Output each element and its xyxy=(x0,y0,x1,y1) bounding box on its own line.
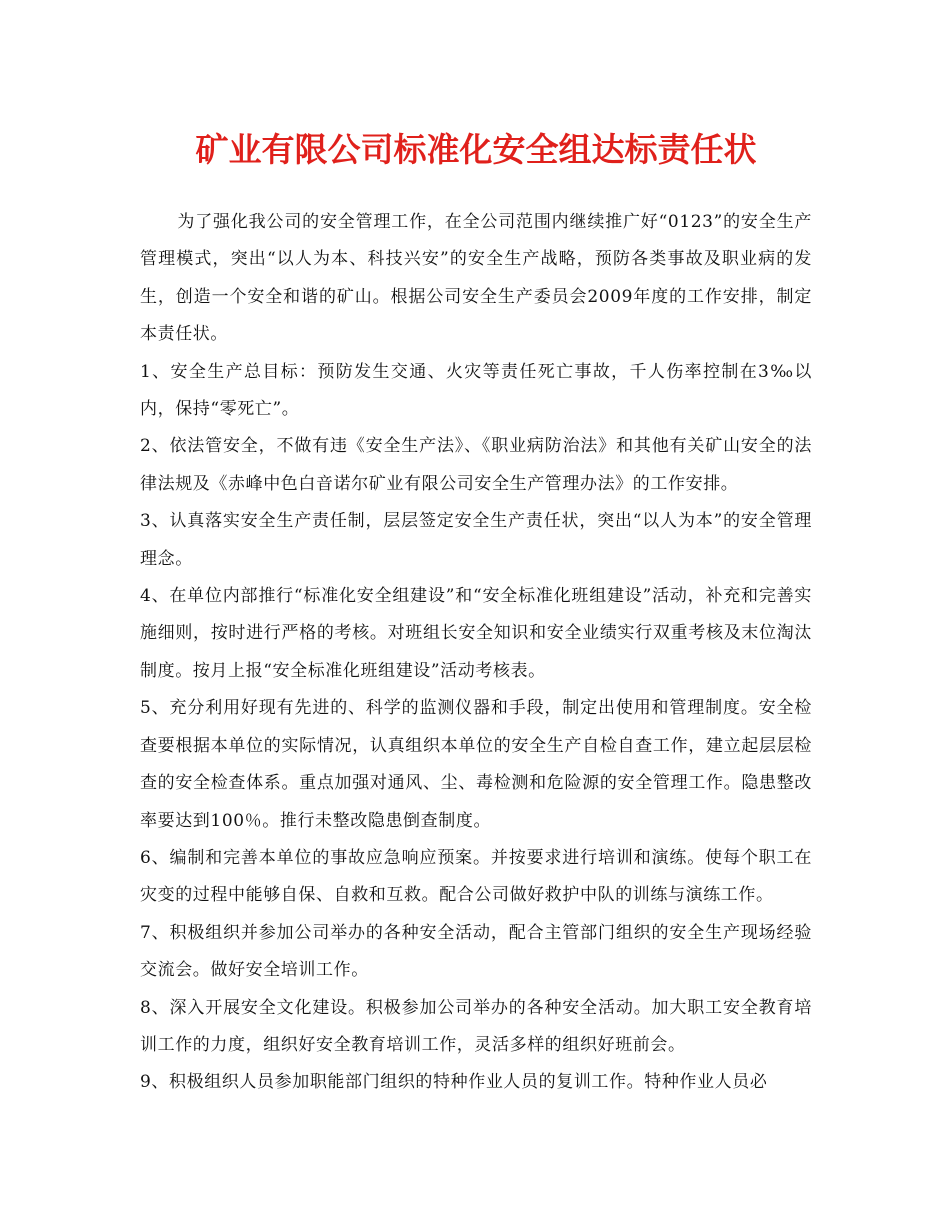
document-page xyxy=(140,118,812,1102)
document-body xyxy=(140,204,812,1102)
item-2: 2、依法管安全，不做有违《安全生产法》、《职业病防治法》和其他有关矿山安全的法律法规及《赤峰中色白音诺尔矿业有限公司安全生产管理办法》的工作安排。 xyxy=(140,436,812,494)
item-9: 9、积极组织人员参加职能部门组织的特种作业人员的复训工作。特种作业人员必 xyxy=(140,1072,768,1093)
item-1: 1、安全生产总目标：预防发生交通、火灾等责任死亡事故，千人伤率控制在3‰以内，保持“零死亡”。 xyxy=(140,361,812,420)
item-4: 4、在单位内部推行“标准化安全组建设”和“安全标准化班组建设”活动，补充和完善实施细则，按时进行严格的考核。对班组长安全知识和安全业绩实行双重考核及末位淘汰制度。按月上报“安全标准化班组建设”活动考核表。 xyxy=(140,586,812,681)
intro-paragraph: 为了强化我公司的安全管理工作，在全公司范围内继续推广好“0123”的安全生产管理模式，突出“以人为本、科技兴安”的安全生产战略，预防各类事故及职业病的发生，创造一个安全和谐的矿山。根据公司安全生产委员会2009年度的工作安排，制定本责任状。 xyxy=(140,212,812,345)
document-title: 矿业有限公司标准化安全组达标责任状 xyxy=(195,130,757,169)
item-7: 7、积极组织并参加公司举办的各种安全活动，配合主管部门组织的安全生产现场经验交流会。做好安全培训工作。 xyxy=(140,922,812,981)
item-3: 3、认真落实安全生产责任制，层层签定安全生产责任状，突出“以人为本”的安全管理理念。 xyxy=(140,511,812,569)
item-6: 6、编制和完善本单位的事故应急响应预案。并按要求进行培训和演练。使每个职工在灾变的过程中能够自保、自救和互救。配合公司做好救护中队的训练与演练工作。 xyxy=(140,847,812,906)
item-8: 8、深入开展安全文化建设。积极参加公司举办的各种安全活动。加大职工安全教育培训工作的力度，组织好安全教育培训工作，灵活多样的组织好班前会。 xyxy=(140,997,812,1055)
item-5: 5、充分利用好现有先进的、科学的监测仪器和手段，制定出使用和管理制度。安全检查要根据本单位的实际情况，认真组织本单位的安全生产自检自查工作，建立起层层检查的安全检查体系。重点加强对通风、尘、毒检测和危险源的安全管理工作。隐患整改率要达到100％。推行未整改隐患倒查制度。 xyxy=(140,698,812,831)
